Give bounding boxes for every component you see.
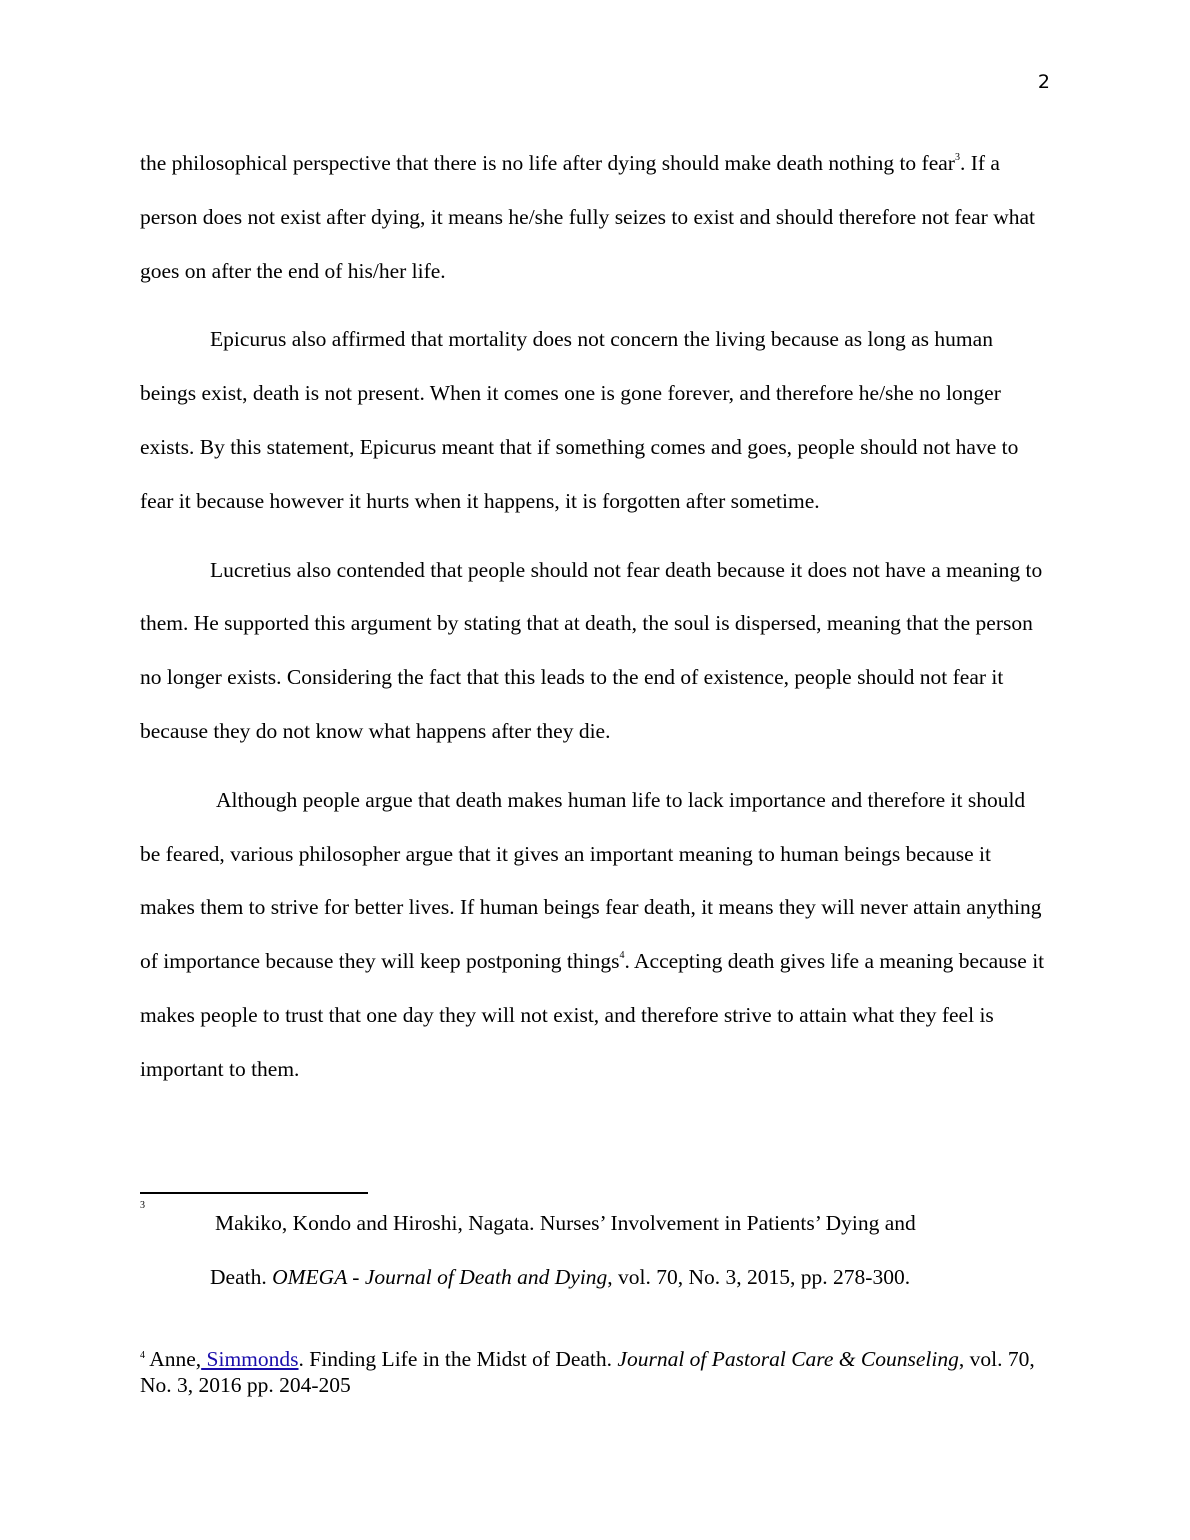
footnote-4-title: . Finding Life in the Midst of Death. [298,1347,618,1371]
body-text [140,137,1050,1097]
footnote-ref-4[interactable]: 4 [619,950,625,962]
footnote-4-author-link[interactable]: Simmonds [201,1347,299,1371]
footnote-3-title-lead: Death. [210,1265,273,1289]
footnote-separator [140,1192,368,1194]
paragraph-2: Epicurus also affirmed that mortality does not concern the living because as long as human beings exist, death is not present. When it comes one is gone forever, and therefore he/she no longer exists. By this statement, Epicurus meant that if something comes and goes, people should not have to fear it because however it hurts when it happens, it is forgotten after sometime. [140,327,1019,513]
footnote-3 [140,1196,1050,1304]
footnote-3-number: 3 [140,1200,145,1211]
paragraph-1-text-cont: . If a person does not exist after dying, it means he/she fully seizes to exist and should therefore not fear what goes on after the end of his/her life. [140,151,1035,283]
paragraph-4-text-cont: . Accepting death gives life a meaning because it makes people to trust that one day they will not exist, and therefore strive to attain what they feel is important to them. [140,949,1045,1081]
footnote-ref-3[interactable]: 3 [954,152,960,163]
paragraph-4 [140,774,1050,1097]
footnote-3-authors: Makiko, Kondo and Hiroshi, Nagata. Nurses’ Involvement in Patients’ Dying and [215,1211,916,1235]
page-number: 2 [1037,71,1050,93]
paragraph-3: Lucretius also contended that people should not fear death because it does not have a meaning to them. He supported this argument by stating that at death, the soul is dispersed, meaning that the person no longer exists. Considering the fact that this leads to the end of existence, people should not fear it because they do not know what happens after they die. [140,557,1043,743]
footnote-3-citation [140,1250,1050,1304]
footnote-4-author: Anne, [149,1347,202,1371]
footnote-3-details: , vol. 70, No. 3, 2015, pp. 278-300. [607,1265,911,1289]
footnote-3-journal: OMEGA - Journal of Death and Dying [272,1265,608,1289]
paragraph-1-text: the philosophical perspective that there is no life after dying should make death nothing to fear [140,151,955,175]
paragraph-1 [140,137,1050,298]
footnote-4-journal: Journal of Pastoral Care & Counseling [617,1347,959,1371]
footnote-4-number: 4 [140,1350,145,1361]
footnote-4-details: , vol. 70, No. 3, 2016 pp. 204-205 [140,1347,1035,1397]
paragraph-4-text: Although people argue that death makes human life to lack importance and therefore it should be feared, various philosopher argue that it gives an important meaning to human beings because it makes them to strive for better lives. If human beings fear death, it means they will never attain anything of importance because they will keep postponing things [140,787,1042,974]
footnote-4 [140,1346,1050,1398]
